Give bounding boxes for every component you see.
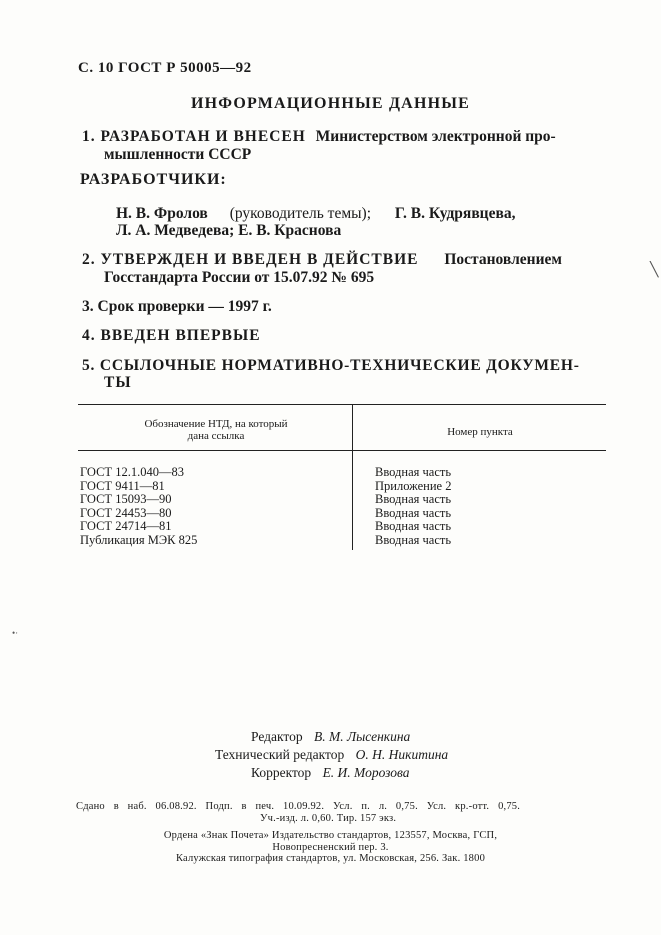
developers-label: РАЗРАБОТЧИКИ: (80, 171, 227, 188)
corrector-label: Корректор (251, 765, 312, 780)
imprint-line-4: Новопресненский пер. 3. (272, 842, 389, 853)
scan-speck: ╲ (650, 263, 659, 278)
table-top-rule (78, 404, 606, 405)
developer-name-1: Н. В. Фролов (116, 205, 208, 222)
developer-role: (руководитель темы); (229, 205, 372, 222)
table-column-divider (352, 405, 353, 550)
table-cell-ntd: Публикация МЭК 825 (80, 532, 198, 547)
tech-editor-line (215, 747, 448, 763)
item-5-line-1: 5. ССЫЛОЧНЫЕ НОРМАТИВНО-ТЕХНИЧЕСКИЕ ДОКУМЕН- (82, 357, 580, 374)
corrector-name: Е. И. Морозова (322, 765, 410, 780)
imprint-line-5: Калужская типография стандартов, ул. Московская, 256. Зак. 1800 (175, 853, 486, 864)
table-cell-clause: Приложение 2 (375, 478, 452, 493)
item-1-line-2: мышленности СССР (104, 146, 252, 163)
table-header-clause: Номер пункта (447, 426, 513, 438)
item-1-rest: Министерством электронной про- (315, 128, 556, 145)
table-cell-ntd: ГОСТ 9411—81 (80, 478, 165, 493)
scan-speck: •· (12, 628, 19, 638)
table-cell-clause: Вводная часть (375, 532, 452, 547)
table-row (375, 466, 451, 547)
item-5-line-2: ТЫ (104, 374, 132, 391)
table-cell-clause: Вводная часть (375, 492, 452, 506)
table-cell-ntd: ГОСТ 24714—81 (80, 519, 172, 533)
imprint-line-2: Уч.-изд. л. 0,60. Тир. 157 экз. (260, 813, 397, 824)
table-header-ntd-line-2: дана ссылка (187, 430, 245, 442)
table-header-rule (78, 450, 606, 451)
table-cell-clause: Вводная часть (375, 465, 452, 479)
table-header-ntd-line-1: Обозначение НТД, на который (144, 418, 288, 430)
item-2-line-2: Госстандарта России от 15.07.92 № 695 (104, 269, 375, 286)
table-header-ntd (96, 418, 336, 442)
table-cell-ntd: ГОСТ 15093—90 (80, 492, 172, 506)
table-cell-ntd: ГОСТ 12.1.040—83 (80, 465, 184, 479)
item-1-line-1 (82, 128, 556, 146)
editor-name: В. М. Лысенкина (313, 729, 411, 744)
item-1-caps: 1. РАЗРАБОТАН И ВНЕСЕН (82, 128, 306, 145)
table-cell-ntd: ГОСТ 24453—80 (80, 505, 172, 520)
table-cell-clause: Вводная часть (375, 519, 452, 533)
imprint-line-3: Ордена «Знак Почета» Издательство стандартов, 123557, Москва, ГСП, (163, 830, 498, 841)
editor-label: Редактор (251, 729, 303, 744)
developers-line-2: Л. А. Медведева; Е. В. Краснова (116, 222, 342, 239)
item-2-caps: 2. УТВЕРЖДЕН И ВВЕДЕН В ДЕЙСТВИЕ (82, 251, 419, 268)
item-2-rest: Постановлением (444, 251, 562, 268)
imprint-line-1: Сдано в наб. 06.08.92. Подп. в печ. 10.09.92. Усл. п. л. 0,75. Усл. кр.-отт. 0,75. (76, 801, 521, 812)
section-title: ИНФОРМАЦИОННЫЕ ДАННЫЕ (190, 95, 471, 112)
table-cell-clause: Вводная часть (375, 505, 452, 520)
developers-line-1 (116, 205, 516, 223)
editor-line (251, 729, 410, 745)
table-row (80, 466, 197, 547)
tech-editor-name: О. Н. Никитина (355, 747, 449, 762)
item-4: 4. ВВЕДЕН ВПЕРВЫЕ (82, 327, 261, 344)
page-header: С. 10 ГОСТ Р 50005—92 (78, 60, 252, 76)
corrector-line (251, 765, 410, 781)
tech-editor-label: Технический редактор (215, 747, 345, 762)
item-2-line-1 (82, 251, 562, 269)
developer-name-2: Г. В. Кудрявцева, (394, 205, 516, 222)
item-3: 3. Срок проверки — 1997 г. (82, 298, 272, 315)
